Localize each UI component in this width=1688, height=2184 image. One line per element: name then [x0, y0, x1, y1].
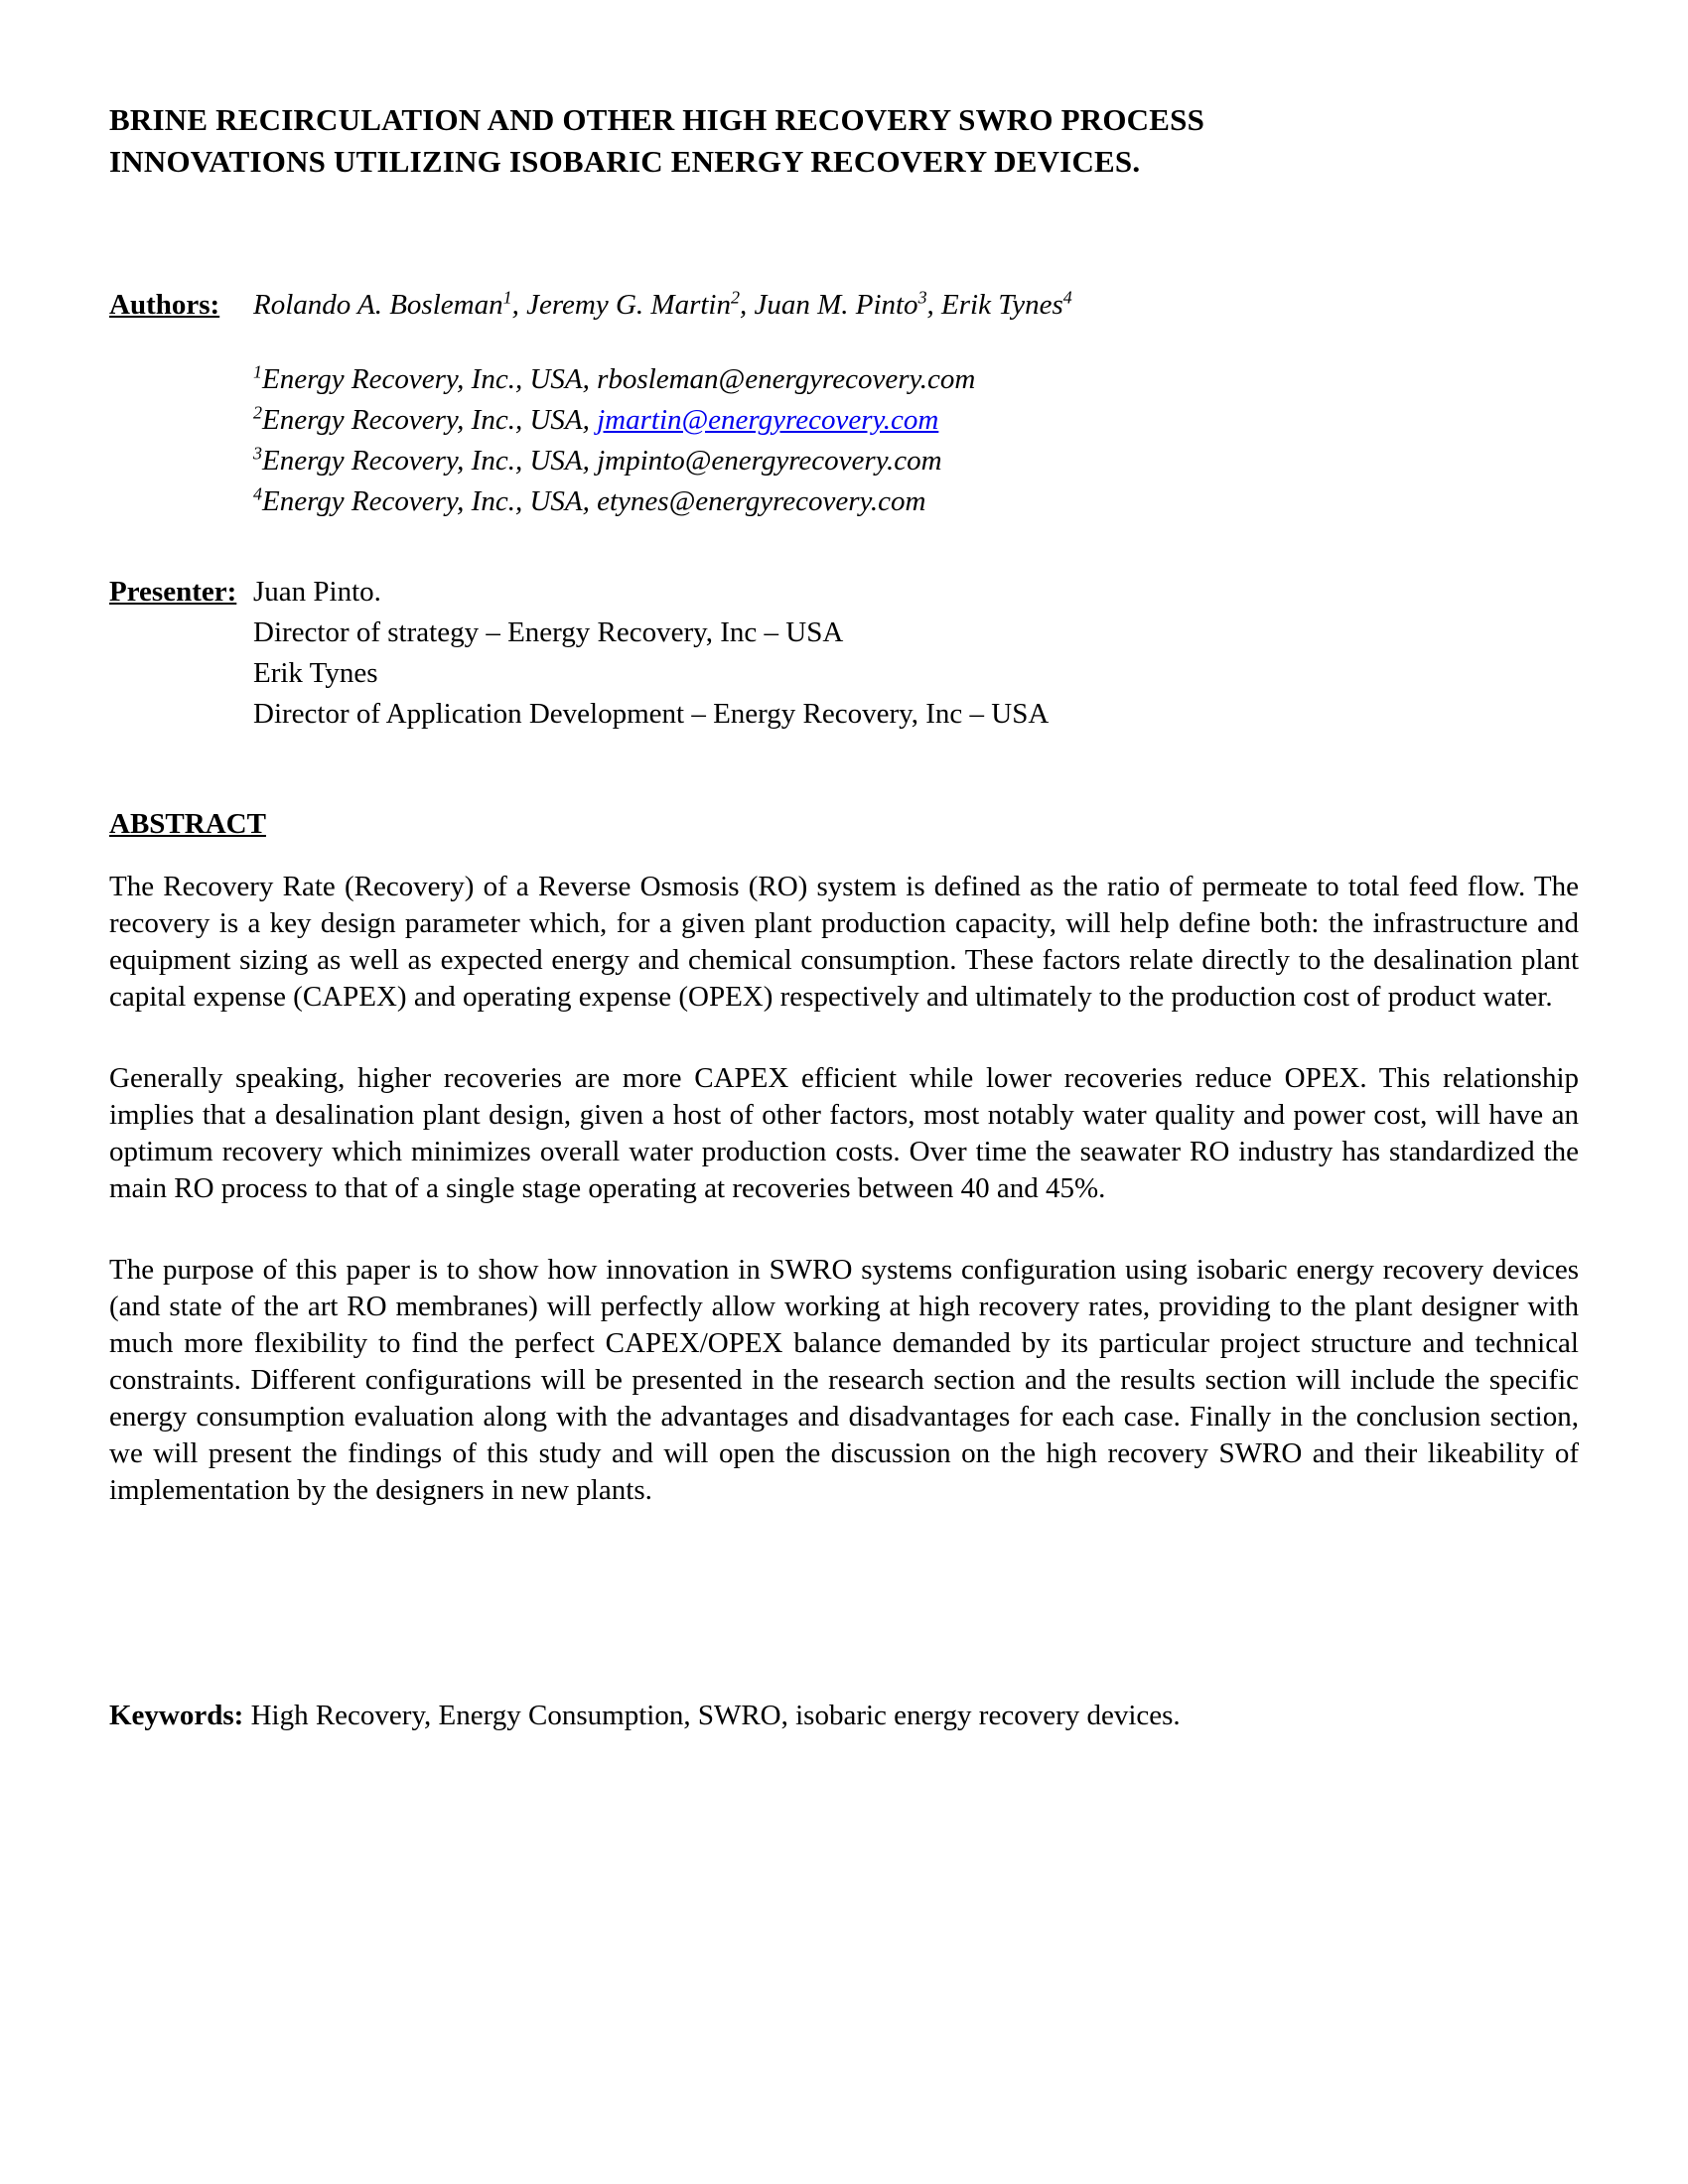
presenter-line: Director of Application Development – Energy Recovery, Inc – USA	[253, 698, 1050, 730]
affiliation-line	[253, 400, 1579, 441]
affiliation-email-link[interactable]: jmartin@energyrecovery.com	[597, 404, 939, 436]
presenter-line: Juan Pinto.	[253, 576, 381, 608]
affiliation-email: jmpinto@energyrecovery.com	[597, 445, 942, 477]
author-separator: ,	[926, 289, 942, 321]
presenter-lines	[253, 572, 1579, 735]
paper-title	[109, 99, 1579, 183]
affiliation-ref: 1	[253, 361, 262, 382]
author-name: Jeremy G. Martin	[526, 289, 731, 321]
abstract-heading: ABSTRACT	[109, 808, 266, 840]
affiliation-email: etynes@energyrecovery.com	[597, 485, 926, 517]
abstract-paragraph-2: Generally speaking, higher recoveries are more CAPEX efficient while lower recoveries reduce OPEX. This relationship implies that a desalination plant design, given a host of other factors, most notably water quality and power cost, will have an optimum recovery which minimizes overall water production costs. Over time the seawater RO industry has standardized the main RO process to that of a single stage operating at recoveries between 40 and 45%.	[109, 1062, 1579, 1204]
affiliation-line	[253, 359, 1579, 400]
author-affiliation-ref: 2	[730, 287, 740, 308]
author-separator: ,	[511, 289, 527, 321]
authors-section	[109, 285, 1579, 326]
presenter-line: Director of strategy – Energy Recovery, Inc – USA	[253, 616, 844, 648]
presenter-section	[109, 572, 1579, 735]
author-name: Rolando A. Bosleman	[253, 289, 503, 321]
affiliation-org: Energy Recovery, Inc., USA,	[261, 485, 598, 517]
abstract-paragraph-1: The Recovery Rate (Recovery) of a Reverse Osmosis (RO) system is defined as the ratio of permeate to total feed flow. The recovery is a key design parameter which, for a given plant production capacity, will help define both: the infrastructure and equipment sizing as well as expected energy and chemical consumption. These factors relate directly to the desalination plant capital expense (CAPEX) and operating expense (OPEX) respectively and ultimately to the production cost of product water.	[109, 871, 1579, 1013]
author-separator: ,	[739, 289, 755, 321]
author-affiliation-ref: 3	[917, 287, 927, 308]
author-affiliation-ref: 4	[1062, 287, 1072, 308]
author-name: Erik Tynes	[941, 289, 1063, 321]
authors-line	[253, 285, 1579, 326]
affiliation-line	[253, 481, 1579, 522]
paper-title-line-2: INNOVATIONS UTILIZING ISOBARIC ENERGY RECOVERY DEVICES.	[109, 144, 1141, 179]
paper-title-line-1: BRINE RECIRCULATION AND OTHER HIGH RECOVERY SWRO PROCESS	[109, 102, 1205, 137]
keywords-line	[109, 1698, 1579, 1734]
author-name: Juan M. Pinto	[754, 289, 918, 321]
presenter-label: Presenter:	[109, 576, 237, 608]
author-affiliation-ref: 1	[502, 287, 512, 308]
abstract-paragraph-3: The purpose of this paper is to show how innovation in SWRO systems configuration using isobaric energy recovery devices (and state of the art RO membranes) will perfectly allow working at high recovery rates, providing to the plant designer with much more flexibility to find the perfect CAPEX/OPEX balance demanded by its particular project structure and technical constraints. Different configurations will be presented in the research section and the results section will include the specific energy consumption evaluation along with the advantages and disadvantages for each case. Finally in the conclusion section, we will present the findings of this study and will open the discussion on the high recovery SWRO and their likeability of implementation by the designers in new plants.	[109, 1254, 1579, 1506]
keywords-label: Keywords:	[109, 1700, 244, 1731]
affiliation-org: Energy Recovery, Inc., USA,	[261, 363, 598, 395]
keywords-text: High Recovery, Energy Consumption, SWRO, isobaric energy recovery devices.	[243, 1700, 1181, 1731]
affiliation-ref: 3	[253, 443, 262, 464]
affiliation-org: Energy Recovery, Inc., USA,	[261, 445, 598, 477]
affiliation-ref: 4	[253, 483, 262, 504]
affiliation-line	[253, 441, 1579, 481]
authors-label: Authors:	[109, 289, 220, 321]
affiliation-org: Energy Recovery, Inc., USA,	[261, 404, 598, 436]
affiliation-ref: 2	[253, 402, 262, 423]
affiliations-block	[253, 359, 1579, 522]
presenter-line: Erik Tynes	[253, 657, 378, 689]
affiliation-email: rbosleman@energyrecovery.com	[597, 363, 976, 395]
